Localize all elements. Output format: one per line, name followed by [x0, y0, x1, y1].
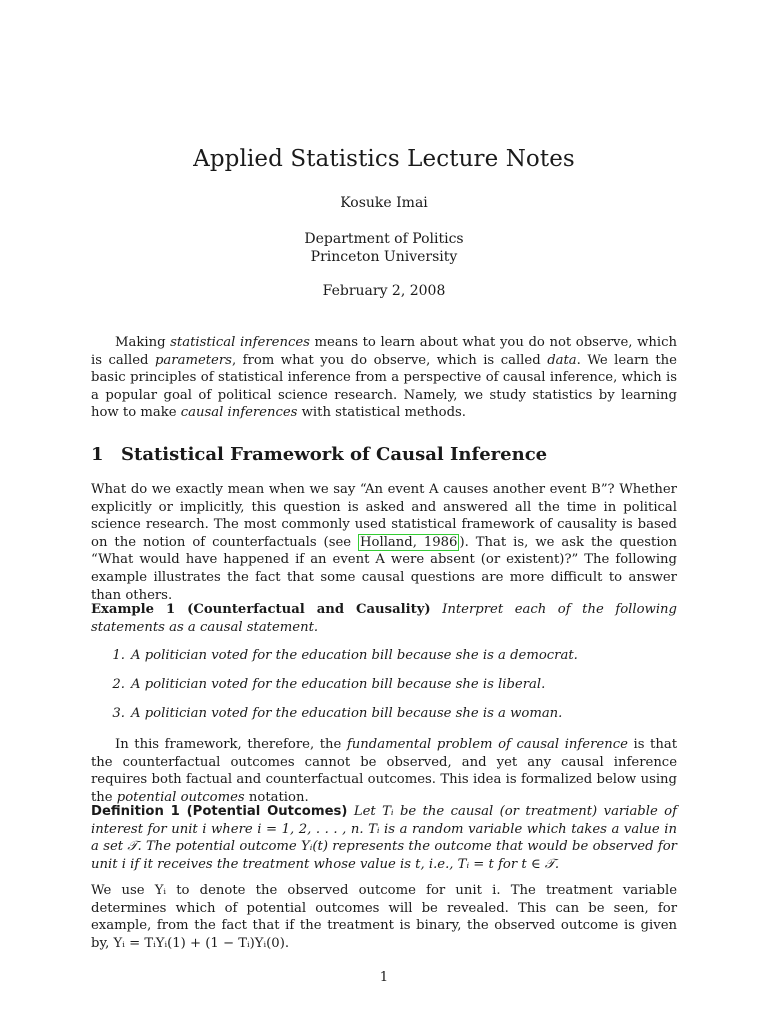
citation-link-holland[interactable]: Holland, 1986 [360, 534, 458, 550]
intro-paragraph: What do we exactly mean when we say “An event A causes another event B”? Whether explicitly or implicitly, this question is asked and answered all the time in political science research. The most commonly used statistical framework of causality is based on the notion of counterfactuals (see Holland, 1986 ). That is, we ask the question “What would have happened if an event A were absent (or existent)?” The following example illustrates the fact that some causal questions are more difficult to answer than others. [91, 482, 677, 603]
section-number: 1 [91, 444, 104, 465]
list-item: 2. A politician voted for the education bill because she is liberal. [112, 677, 546, 692]
definition-text: Let Tᵢ be the causal (or treatment) variable of interest for unit i where i = 1, 2, . . . , n. Tᵢ is a random variable which takes a value in a set 𝒯. The potential outcome Yᵢ(t) represents the outcome that would be observed for unit i if it receives the treatment whose value is t, i.e., Tᵢ = t for t ∈ 𝒯. [91, 804, 677, 872]
section-heading [91, 444, 677, 465]
problem-paragraph: In this framework, therefore, the fundamental problem of causal inference is that the counterfactual outcomes cannot be observed, and yet any causal inference requires both factual and counterfactual outcomes. This idea is formalized below using the potential outcomes notation. [91, 737, 678, 805]
example-heading: Example 1 (Counterfactual and Causality) [91, 602, 431, 617]
abstract-paragraph: Making statistical inferences means to learn about what you do not observe, which is called parameters, from what you do observe, which is called data. We learn the basic principles of statistical inference from a perspective of causal inference, which is a popular goal of political science research. Namely, we study statistics by learning how to make causal inferences with statistical methods. [91, 335, 677, 421]
example-text: Interpret each of the following statements as a causal statement. [91, 602, 677, 635]
paper-title: Applied Statistics Lecture Notes [193, 146, 575, 172]
observed-outcome-paragraph: We use Yᵢ to denote the observed outcome for unit i. The treatment variable determines which of potential outcomes will be revealed. This can be seen, for example, from the fact that if the treatment is binary, the observed outcome is given by, Yᵢ = TᵢYᵢ(1) + (1 − Tᵢ)Yᵢ(0). [91, 883, 677, 951]
definition-block [91, 803, 677, 873]
author-name: Kosuke Imai [340, 195, 428, 211]
example-block [91, 601, 677, 636]
paper-date: February 2, 2008 [322, 283, 446, 299]
section-title: Statistical Framework of Causal Inference [121, 444, 548, 465]
page-number: 1 [379, 970, 389, 985]
definition-heading: Definition 1 (Potential Outcomes) [91, 804, 348, 819]
list-item: 3. A politician voted for the education bill because she is a woman. [112, 706, 563, 721]
list-item: 1. A politician voted for the education bill because she is a democrat. [112, 648, 578, 663]
affiliation-department: Department of Politics [304, 231, 464, 247]
affiliation-university: Princeton University [310, 249, 458, 265]
